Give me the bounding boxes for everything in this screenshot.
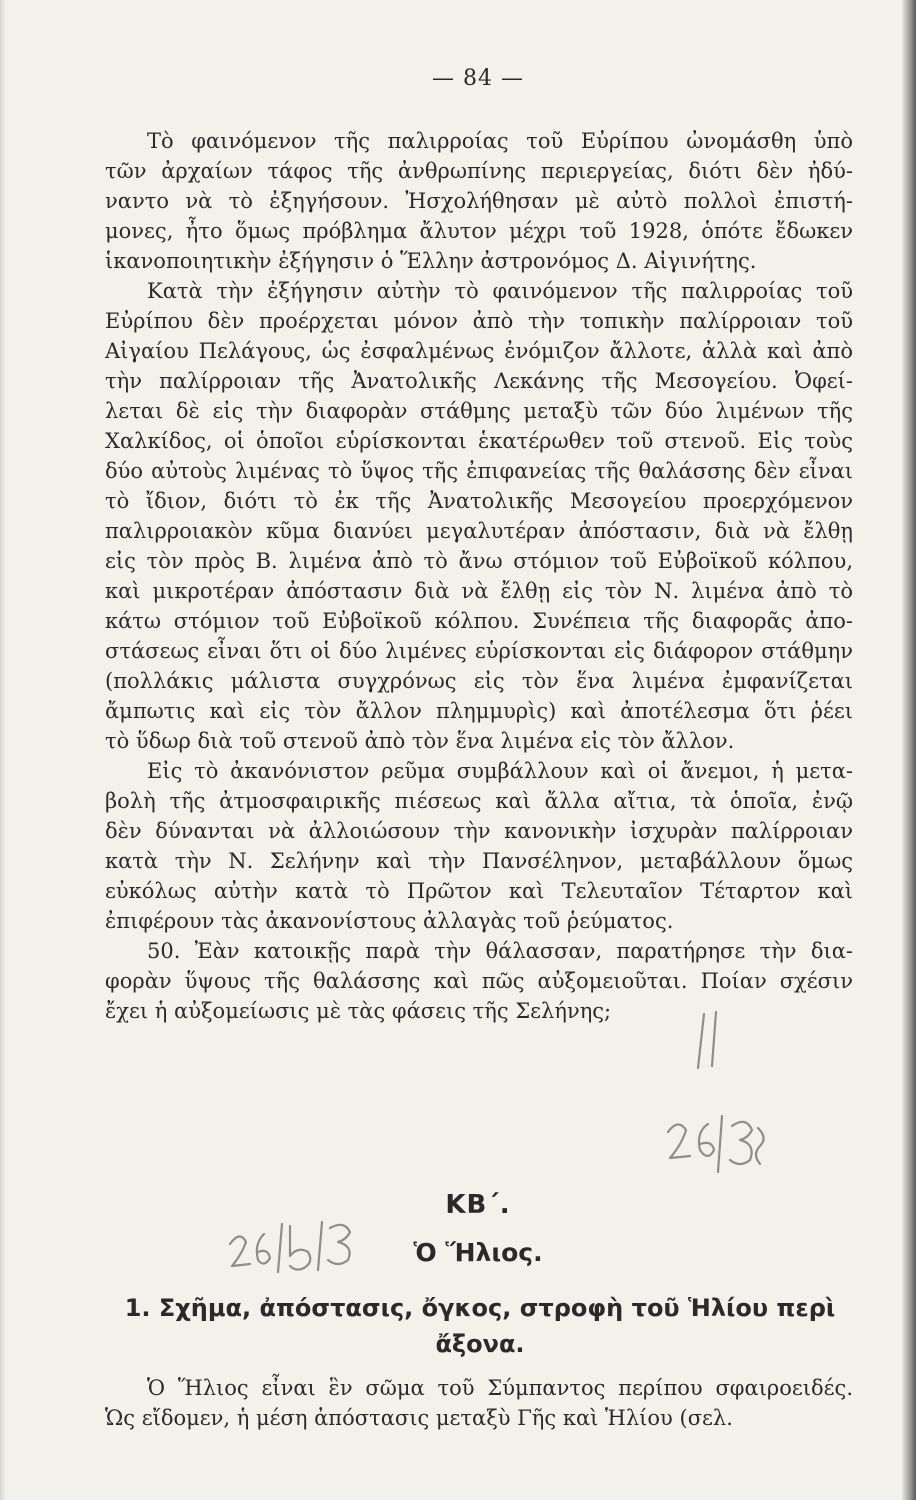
handwritten-date-note-2 [224,1216,364,1276]
text-line: παλιρροιακὸν κῦμα διανύει μεγαλυτέραν ἀπόστασιν, διὰ νὰ ἔλθῃ [105,519,853,543]
text-line: καὶ μικροτέραν ἀπόστασιν διὰ νὰ ἔλθῃ εἰς τὸν Ν. λιμένα ἀπὸ τὸ [105,579,853,603]
body-text-top [105,126,853,1026]
text-line: τὸ ὕδωρ διὰ τοῦ στενοῦ ἀπὸ τὸν ἕνα λιμένα εἰς τὸν ἄλλον. [105,729,735,753]
text-line: Τὸ φαινόμενον τῆς παλιρροίας τοῦ Εὐρίπου ὠνομάσθη ὑπὸ [147,129,853,153]
text-line: (πολλάκις μάλιστα συγχρόνως εἰς τὸν ἕνα λιμένα ἐμφανίζεται [105,669,853,693]
text-line: τὸ ἴδιον, διότι τὸ ἐκ τῆς Ἀνατολικῆς Μεσογείου προερχόμενον [105,489,853,513]
top-paragraph [105,126,853,276]
top-paragraph [105,276,853,756]
text-line: Αἰγαίου Πελάγους, ὡς ἐσφαλμένως ἐνόμιζον ἄλλοτε, ἀλλὰ καὶ ἀπὸ [105,339,853,363]
handwritten-mark [686,1010,736,1070]
text-line: Ὡς εἴδομεν, ἡ μέση ἀπόστασις μεταξὺ Γῆς καὶ Ἡλίου (σελ. [105,1406,733,1430]
text-line: Ὁ Ἥλιος εἶναι ἓν σῶμα τοῦ Σύμπαντος περίπου σφαιροειδές. [147,1376,853,1400]
chapter-number: ΚΒ΄. [445,1190,511,1220]
text-line: φορὰν ὕψους τῆς θαλάσσης καὶ πῶς αὐξομειοῦται. Ποίαν σχέσιν [105,969,853,993]
text-line: Εἰς τὸ ἀκανόνιστον ρεῦμα συμβάλλουν καὶ οἱ ἄνεμοι, ἡ μετα- [147,759,853,783]
handwritten-date-note [660,1110,770,1180]
text-line: κάτω στόμιον τοῦ Εὐβοϊκοῦ κόλπου. Συνέπεια τῆς διαφορᾶς ἀπο- [105,609,853,633]
text-line: 50. Ἐὰν κατοικῇς παρὰ τὴν θάλασσαν, παρατήρησε τὴν δια- [147,939,853,963]
page-binding-shadow [902,0,916,1500]
text-line: δύο αὐτοὺς λιμένας τὸ ὕψος τῆς ἐπιφανείας τῆς θαλάσσης δὲν εἶναι [105,459,853,483]
text-line: στάσεως εἶναι ὅτι οἱ δύο λιμένες εὑρίσκονται εἰς διάφορον στάθμην [105,639,853,663]
text-line: εἰς τὸν πρὸς Β. λιμένα ἀπὸ τὸ ἄνω στόμιον τοῦ Εὐβοϊκοῦ κόλπου, [105,549,853,573]
text-line: Χαλκίδος, οἱ ὁποῖοι εὑρίσκονται ἑκατέρωθεν τοῦ στενοῦ. Εἰς τοὺς [105,429,853,453]
section-heading: 1. Σχῆμα, ἀπόστασις, ὄγκος, στροφὴ τοῦ Ἡλίου περὶ ἄξονα. [124,1294,836,1358]
text-line: δὲν δύνανται νὰ ἀλλοιώσουν τὴν κανονικὴν ἰσχυρὰν παλίρροιαν [105,819,853,843]
page-number: — 84 — [432,66,524,91]
text-line: λεται δὲ εἰς τὴν διαφορὰν στάθμης μεταξὺ τῶν δύο λιμένων τῆς [105,399,853,423]
text-line: ναντο νὰ τὸ ἐξηγήσουν. Ἠσχολήθησαν μὲ αὐτὸ πολλοὶ ἐπιστή- [105,189,853,213]
text-line: ἄμπωτις καὶ εἰς τὸν ἄλλον πλημμυρὶς) καὶ ἀποτέλεσμα ὅτι ῥέει [105,699,853,723]
page-left-edge [0,0,6,1500]
top-paragraph [105,936,853,1026]
text-line: Εὐρίπου δὲν προέρχεται μόνον ἀπὸ τὴν τοπικὴν παλίρροιαν τοῦ [105,309,853,333]
text-line: τῶν ἀρχαίων τάφος τῆς ἀνθρωπίνης περιεργείας, διότι δὲν ἠδύ- [105,159,853,183]
text-line: μονες, ἦτο ὅμως πρόβλημα ἄλυτον μέχρι τοῦ 1928, ὁπότε ἔδωκεν [105,219,853,243]
text-line: ἱκανοποιητικὴν ἐξήγησιν ὁ Ἕλλην ἀστρονόμος Δ. Αἰγινήτης. [105,249,757,273]
bottom-paragraph [105,1373,853,1433]
text-line: ἔχει ἡ αὐξομείωσις μὲ τὰς φάσεις τῆς Σελήνης; [105,999,612,1023]
top-paragraph [105,756,853,936]
text-line: εὐκόλως αὐτὴν κατὰ τὸ Πρῶτον καὶ Τελευταῖον Τέταρτον καὶ [105,879,853,903]
text-line: κατὰ τὴν Ν. Σελήνην καὶ τὴν Πανσέληνον, μεταβάλλουν ὅμως [105,849,853,873]
text-line: βολὴ τῆς ἀτμοσφαιρικῆς πιέσεως καὶ ἄλλα αἴτια, τὰ ὁποῖα, ἐνῷ [105,789,853,813]
chapter-title: Ὁ Ἥλιος. [413,1238,543,1267]
body-text-bottom [105,1373,853,1433]
text-line: Κατὰ τὴν ἐξήγησιν αὐτὴν τὸ φαινόμενον τῆς παλιρροίας τοῦ [147,279,853,303]
text-line: τὴν παλίρροιαν τῆς Ἀνατολικῆς Λεκάνης τῆς Μεσογείου. Ὀφεί- [105,369,853,393]
text-line: ἐπιφέρουν τὰς ἀκανονίστους ἀλλαγὰς τοῦ ῥεύματος. [105,909,674,933]
